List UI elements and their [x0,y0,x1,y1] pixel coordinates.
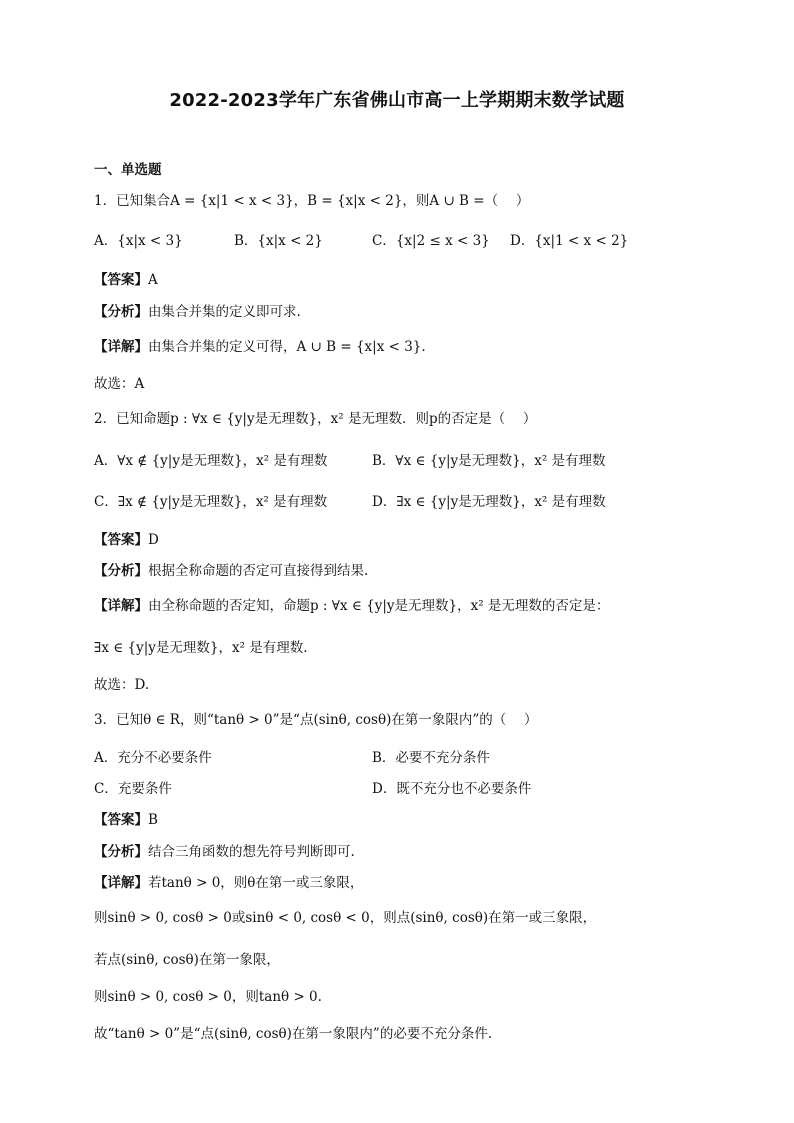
q3-answer [94,810,158,830]
q2-option-c: C．∃x ∉ {y|y是无理数}，x² 是有理数 [94,494,328,510]
q1-answer [94,270,158,290]
q2-answer [94,530,159,550]
q3-detail-line-1: 则sinθ > 0, cosθ > 0或sinθ < 0, cosθ < 0，则点(sinθ, cosθ)在第一或三象限， [94,910,597,926]
q2-choice: 故选：D. [94,677,150,693]
q2-stem: 2．已知命题p : ∀x ∈ {y|y是无理数}，x² 是无理数．则p的否定是（ ） [94,411,537,427]
detail-text: 若tanθ > 0，则θ在第一或三象限， [148,875,364,891]
q2-option-b: B．∀x ∈ {y|y是无理数}，x² 是有理数 [372,453,606,469]
q3-option-d: D．既不充分也不必要条件 [372,781,532,797]
q1-option-d: D．{x|1 < x < 2} [510,233,629,249]
q1-stem: 1．已知集合A = {x|1 < x < 3}，B = {x|x < 2}，则A ∪ B =（ ） [94,193,530,209]
q3-option-b: B．必要不充分条件 [372,750,490,766]
q3-detail-line-3: 则sinθ > 0, cosθ > 0，则tanθ > 0. [94,989,322,1005]
analysis-text: 由集合并集的定义即可求. [148,304,301,320]
answer-value: B [148,812,158,828]
answer-value: A [148,272,158,288]
answer-tag: 【答案】 [94,812,148,828]
analysis-text: 根据全称命题的否定可直接得到结果. [148,563,369,579]
q2-option-a: A．∀x ∉ {y|y是无理数}，x² 是有理数 [94,453,328,469]
q2-detail-continued: ∃x ∈ {y|y是无理数}，x² 是有理数. [94,640,308,656]
q2-option-d: D．∃x ∈ {y|y是无理数}，x² 是有理数 [372,494,606,510]
detail-tag: 【详解】 [94,598,148,614]
q1-option-b: B．{x|x < 2} [234,233,323,249]
answer-value: D [148,532,159,548]
q3-option-c: C．充要条件 [94,781,172,797]
q1-option-c: C．{x|2 ≤ x < 3} [372,233,490,249]
detail-text: 由全称命题的否定知，命题p : ∀x ∈ {y|y是无理数}，x² 是无理数的否定是： [148,598,610,614]
answer-tag: 【答案】 [94,272,148,288]
q1-detail [94,337,426,357]
detail-tag: 【详解】 [94,875,148,891]
q2-detail [94,596,609,616]
q2-analysis [94,561,368,581]
q3-analysis [94,842,355,862]
q1-choice: 故选：A [94,376,145,392]
answer-tag: 【答案】 [94,532,148,548]
q3-detail-line-2: 若点(sinθ, cosθ)在第一象限， [94,952,280,968]
q3-stem: 3．已知θ ∈ R，则“tanθ > 0”是“点(sinθ, cosθ)在第一象限内”的（ ） [94,712,538,728]
page-title: 2022-2023学年广东省佛山市高一上学期期末数学试题 [169,90,625,111]
analysis-tag: 【分析】 [94,304,148,320]
detail-tag: 【详解】 [94,339,148,355]
detail-text: 由集合并集的定义可得，A ∪ B = {x|x < 3}. [148,339,426,355]
q3-option-a: A．充分不必要条件 [94,750,212,766]
analysis-tag: 【分析】 [94,563,148,579]
section-heading: 一、单选题 [94,162,162,178]
analysis-tag: 【分析】 [94,844,148,860]
q3-detail [94,873,363,893]
q3-detail-line-4: 故“tanθ > 0”是“点(sinθ, cosθ)在第一象限内”的必要不充分条件. [94,1026,493,1042]
q1-analysis [94,302,301,322]
analysis-text: 结合三角函数的想先符号判断即可. [148,844,355,860]
q1-option-a: A．{x|x < 3} [94,233,183,249]
